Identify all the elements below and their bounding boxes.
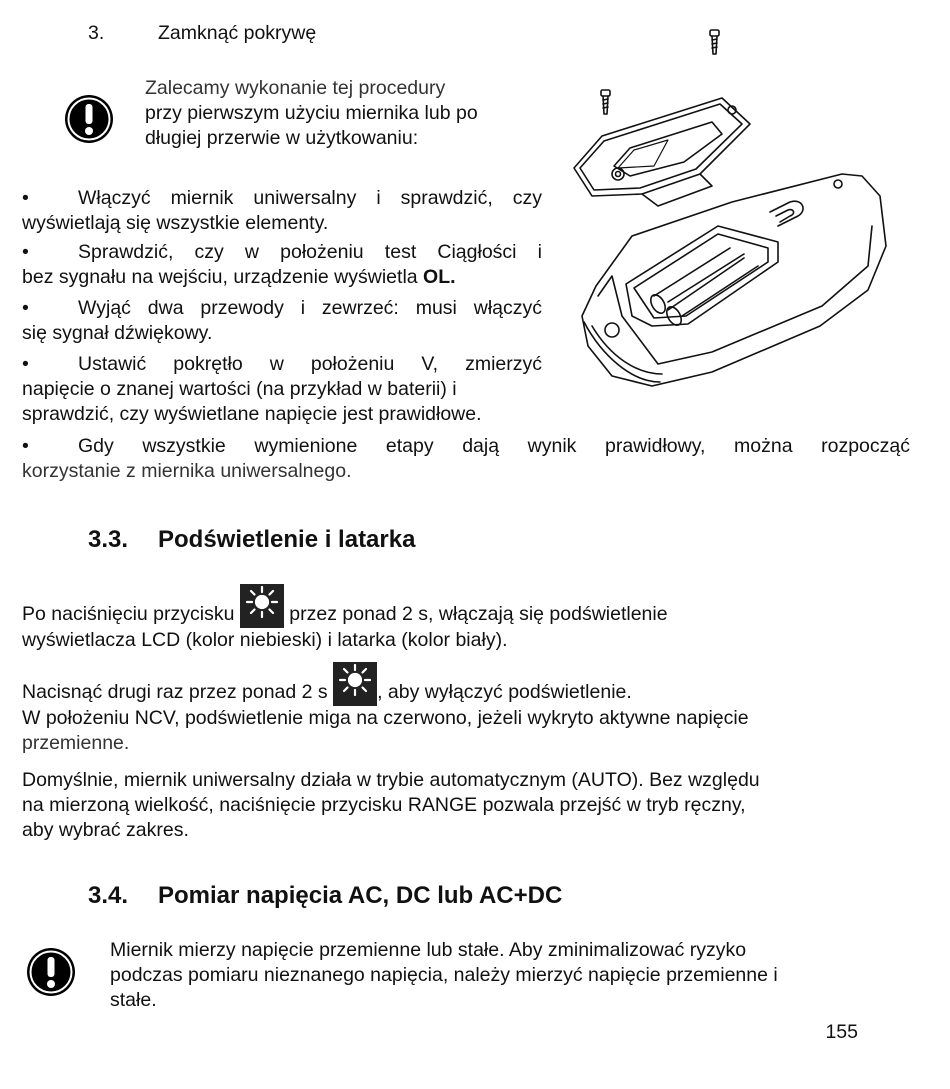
- paragraph-text: , aby wyłączyć podświetlenie.: [377, 681, 632, 703]
- bullet-item: [22, 352, 542, 427]
- paragraph-text: Po naciśnięciu przycisku: [22, 603, 235, 625]
- warning-1-text: [145, 76, 575, 151]
- paragraph: [22, 584, 922, 653]
- page-number: 155: [825, 1021, 858, 1043]
- bullet-text: Sprawdzić, czy w położeniu test Ciągłości i: [78, 241, 542, 263]
- warning-1-line: przy pierwszym użyciu miernika lub po: [145, 102, 478, 124]
- bullet-text: Włączyć miernik uniwersalny i sprawdzić, czy: [78, 187, 542, 209]
- section-number: 3.3.: [88, 526, 129, 553]
- paragraph: [22, 768, 922, 843]
- paragraph-text: na mierzoną wielkość, naciśnięcie przycisku RANGE pozwala przejść w tryb ręczny,: [22, 794, 746, 816]
- exclamation-warning-icon: [64, 94, 114, 144]
- step-text: Zamknąć pokrywę: [158, 22, 317, 44]
- bullet-bold-text: OL.: [423, 266, 456, 288]
- warning-2-text: [110, 938, 910, 1013]
- bullet-item: [22, 296, 542, 346]
- section-heading: [88, 526, 415, 554]
- paragraph-text: aby wybrać zakres.: [22, 819, 189, 841]
- step-number: 3.: [88, 22, 105, 44]
- bullet-item: [22, 186, 542, 236]
- bullet-dot: •: [22, 435, 29, 457]
- bullet-dot: •: [22, 353, 29, 375]
- paragraph-text: przez ponad 2 s, włączają się podświetlenie: [283, 603, 668, 625]
- bullet-dot: •: [22, 297, 29, 319]
- bullet-item: [22, 434, 910, 484]
- section-number: 3.4.: [88, 882, 129, 909]
- warning-line: stałe.: [110, 989, 157, 1011]
- step-3: [88, 22, 316, 45]
- warning-line: Miernik mierzy napięcie przemienne lub stałe. Aby zminimalizować ryzyko: [110, 939, 747, 961]
- bullet-text: korzystanie z miernika uniwersalnego.: [22, 460, 352, 482]
- bullet-text: Ustawić pokrętło w położeniu V, zmierzyć: [78, 353, 542, 375]
- paragraph-text: wyświetlacza LCD (kolor niebieski) i latarka (kolor biały).: [22, 629, 508, 651]
- paragraph-text: Nacisnąć drugi raz przez ponad 2 s: [22, 681, 328, 703]
- warning-1-line: Zalecamy wykonanie tej procedury: [145, 77, 446, 99]
- bullet-dot: •: [22, 241, 29, 263]
- bullet-dot: •: [22, 187, 29, 209]
- bullet-item: [22, 240, 542, 290]
- screw-icon: [601, 90, 610, 114]
- backlight-sun-icon: [333, 662, 377, 706]
- section-title: Podświetlenie i latarka: [158, 526, 416, 553]
- section-title: Pomiar napięcia AC, DC lub AC+DC: [158, 882, 563, 909]
- bullet-text: wyświetlają się wszystkie elementy.: [22, 212, 329, 234]
- exclamation-warning-icon: [26, 947, 76, 997]
- bullet-text: sprawdzić, czy wyświetlane napięcie jest prawidłowe.: [22, 403, 482, 425]
- section-heading: [88, 882, 562, 910]
- paragraph-text: W położeniu NCV, podświetlenie miga na czerwono, jeżeli wykryto aktywne napięcie: [22, 707, 749, 729]
- warning-line: podczas pomiaru nieznanego napięcia, należy mierzyć napięcie przemienne i: [110, 964, 778, 986]
- multimeter-battery-compartment-illustration: [572, 26, 892, 396]
- backlight-sun-icon: [240, 584, 284, 628]
- paragraph-text: Domyślnie, miernik uniwersalny działa w trybie automatycznym (AUTO). Bez względu: [22, 769, 760, 791]
- bullet-text: Wyjąć dwa przewody i zewrzeć: musi włączyć: [78, 297, 542, 319]
- screw-icon: [710, 30, 719, 54]
- warning-1-line: długiej przerwie w użytkowaniu:: [145, 127, 419, 149]
- bullet-text: Gdy wszystkie wymienione etapy dają wynik prawidłowy, można rozpocząć: [78, 435, 910, 457]
- bullet-text: napięcie o znanej wartości (na przykład w baterii) i: [22, 378, 457, 400]
- paragraph: [22, 662, 922, 756]
- bullet-text: się sygnał dźwiękowy.: [22, 322, 213, 344]
- paragraph-text: przemienne.: [22, 732, 130, 754]
- bullet-text: bez sygnału na wejściu, urządzenie wyświetla: [22, 266, 424, 288]
